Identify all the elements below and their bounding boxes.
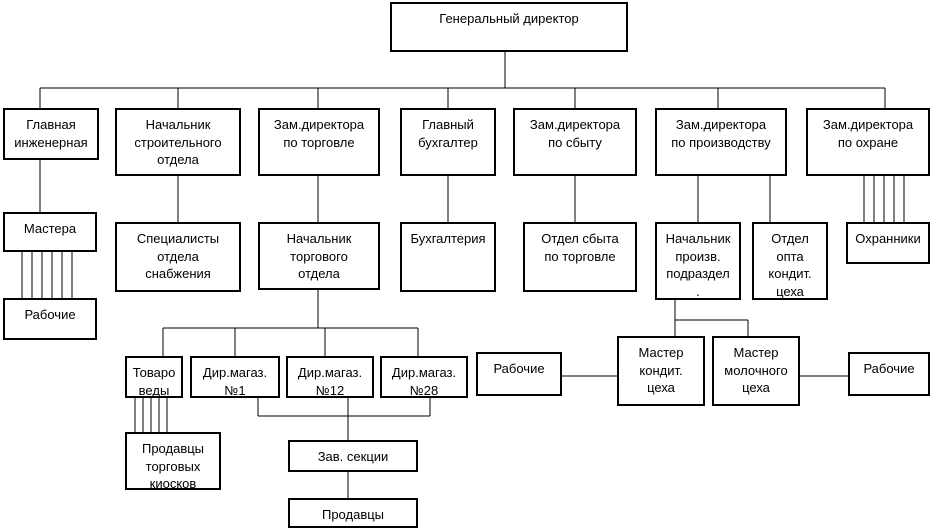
node-label: Дир.магаз. №1: [202, 365, 268, 398]
node-store-12: [286, 356, 374, 398]
node-section-heads: [288, 440, 418, 472]
node-workers-mid: [476, 352, 562, 396]
node-trade-dept-head: [258, 222, 380, 290]
node-kiosk-sellers: [125, 432, 221, 490]
node-sellers: [288, 498, 418, 528]
node-label: Продавцы: [321, 507, 385, 522]
node-prod-unit-head: [655, 222, 741, 300]
node-label: Дир.магаз. №12: [297, 365, 363, 398]
node-label: Зам.директора по производству: [671, 117, 771, 150]
node-accounting: [400, 222, 496, 292]
node-dairy-master: [712, 336, 800, 406]
node-label: Охранники: [855, 231, 921, 246]
node-label: Начальник торгового отдела: [286, 231, 352, 282]
node-main-engineer: [3, 108, 99, 160]
node-store-1: [190, 356, 280, 398]
node-label: Бухгалтерия: [410, 231, 486, 246]
node-label: Отдел сбыта по торговле: [541, 231, 619, 264]
node-sales-trade: [523, 222, 637, 292]
node-label: Мастер кондит. цеха: [638, 345, 684, 396]
node-masters: [3, 212, 97, 252]
node-chief-accountant: [400, 108, 496, 176]
node-guards: [846, 222, 930, 264]
node-workers-right: [848, 352, 930, 396]
node-label: Начальник произв. подраздел .: [665, 231, 731, 299]
node-deputy-security: [806, 108, 930, 176]
node-label: Генеральный директор: [439, 11, 579, 26]
node-label: Главная инженерная: [14, 117, 88, 150]
node-store-28: [380, 356, 468, 398]
node-deputy-trade: [258, 108, 380, 176]
node-label: Отдел опта кондит. цеха: [768, 231, 812, 299]
node-label: Рабочие: [493, 361, 545, 376]
node-deputy-production: [655, 108, 787, 176]
node-general-director: [390, 2, 628, 52]
node-label: Зам.директора по охране: [822, 117, 914, 150]
node-label: Товаро веды: [132, 365, 176, 398]
node-label: Зав. секции: [317, 449, 389, 464]
node-confectionery-master: [617, 336, 705, 406]
node-label: Мастер молочного цеха: [724, 345, 788, 396]
node-workers-left: [3, 298, 97, 340]
node-label: Продавцы торговых киосков: [141, 441, 205, 492]
node-label: Специалисты отдела снабжения: [136, 231, 220, 282]
node-label: Начальник строительного отдела: [134, 117, 222, 168]
node-label: Главный бухгалтер: [418, 117, 478, 150]
node-label: Зам.директора по торговле: [273, 117, 365, 150]
node-confectionery-wholesale: [752, 222, 828, 300]
node-label: Рабочие: [24, 307, 76, 322]
node-merchandisers: [125, 356, 183, 398]
node-label: Дир.магаз. №28: [391, 365, 457, 398]
node-label: Мастера: [23, 221, 77, 236]
node-deputy-sales: [513, 108, 637, 176]
node-label: Рабочие: [863, 361, 915, 376]
node-supply-specialists: [115, 222, 241, 292]
node-label: Зам.директора по сбыту: [529, 117, 621, 150]
node-construction-head: [115, 108, 241, 176]
